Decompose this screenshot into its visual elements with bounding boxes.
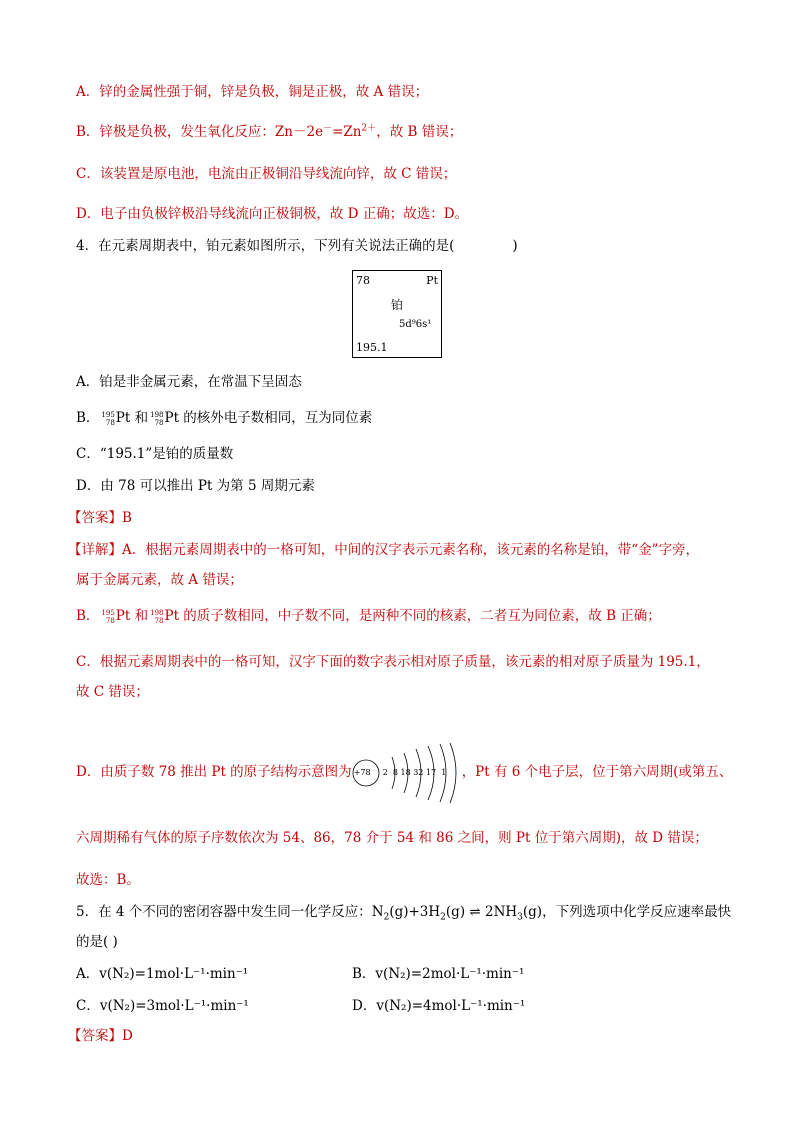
q4-detail-c-1: C．根据元素周期表中的一格可知，汉字下面的数字表示相对原子质量，该元素的相对原子质量为 195.1，: [76, 654, 710, 670]
q4-answer: 【答案】B: [68, 510, 132, 526]
q4-option-a: A．铂是非金属元素，在常温下呈固态: [76, 374, 302, 390]
element-electron-config: 5d⁹6s¹: [399, 319, 432, 330]
q5-option-a: A．v(N₂)=1mol·L⁻¹·min⁻¹: [76, 966, 249, 982]
q4-detail-d-2: 六周期稀有气体的原子序数依次为 54、86，78 介于 54 和 86 之间，则 Pt 位于第六周期)，故 D 错误；: [76, 830, 708, 846]
question-5-stem-2: 的是( ): [76, 934, 118, 950]
atom-nucleus-charge: +78: [353, 767, 371, 777]
q4-detail-a-2: 属于金属元素，故 A 错误；: [76, 572, 243, 588]
q4-option-d: D．由 78 可以推出 Pt 为第 5 周期元素: [76, 478, 315, 494]
answer-line-d: D．电子由负极锌极沿导线流向正极铜极，故 D 正确；故选：D。: [76, 206, 469, 222]
nuclide-pt195-detail: 195 78: [101, 608, 115, 625]
answer-line-c: C．该装置是原电池，电流由正极铜沿导线流向锌，故 C 错误；: [76, 166, 457, 182]
q4-option-b: B． 195 78 Pt 和 198 78 Pt 的核外电子数相同，互为同位素: [76, 410, 373, 427]
nuclide-pt198: 198 78: [150, 410, 164, 427]
q4-detail-a-1: 【详解】A．根据元素周期表中的一格可知，中间的汉字表示元素名称，该元素的名称是铂，带“金”字旁，: [68, 542, 700, 558]
answer-line-b: B．锌极是负极，发生氧化反应：$Zn-2e^-=Zn^{2+}$，故 B 错误；: [76, 123, 463, 140]
q5-answer: 【答案】D: [68, 1028, 133, 1044]
q4-detail-d-1: D．由质子数 78 推出 Pt 的原子结构示意图为 +78 2 8 18 32 17 1 ，Pt 有 6 个电子层，位于第六周期(或第五、: [76, 742, 732, 803]
q5-option-c: C．v(N₂)=3mol·L⁻¹·min⁻¹: [76, 998, 249, 1014]
element-box-platinum: [352, 270, 442, 358]
atom-structure-diagram: [352, 743, 462, 803]
atom-shell-electrons: 2 8 18 32 17 1: [382, 767, 447, 777]
question-5-stem-1: 5．在 4 个不同的密闭容器中发生同一化学反应：$N_2(g)+3H_2(g)$ ⇌ $2NH_3(g)$，下列选项中化学反应速率最快: [76, 904, 732, 923]
element-atomic-mass: 195.1: [356, 341, 388, 354]
q5-option-b: B．v(N₂)=2mol·L⁻¹·min⁻¹: [352, 966, 525, 982]
nuclide-pt195: 195 78: [101, 410, 115, 427]
q4-option-c: C．“195.1”是铂的质量数: [76, 446, 234, 462]
element-symbol: Pt: [426, 274, 438, 287]
q4-detail-b: B． 195 78 Pt 和 198 78 Pt 的质子数相同，中子数不同，是两种不同的核素，二者互为同位素，故 B 正确；: [76, 608, 661, 625]
q5-option-d: D．v(N₂)=4mol·L⁻¹·min⁻¹: [352, 998, 526, 1014]
nuclide-pt198-detail: 198 78: [150, 608, 164, 625]
element-name: 铂: [391, 298, 404, 312]
question-4-stem: 4．在元素周期表中，铂元素如图所示，下列有关说法正确的是( ): [76, 238, 518, 254]
answer-line-a: A．锌的金属性强于铜，锌是负极，铜是正极，故 A 错误；: [76, 84, 429, 100]
element-atomic-number: 78: [356, 274, 370, 287]
q4-detail-c-2: 故 C 错误；: [76, 684, 149, 700]
q4-choose: 故选：B。: [76, 872, 140, 888]
